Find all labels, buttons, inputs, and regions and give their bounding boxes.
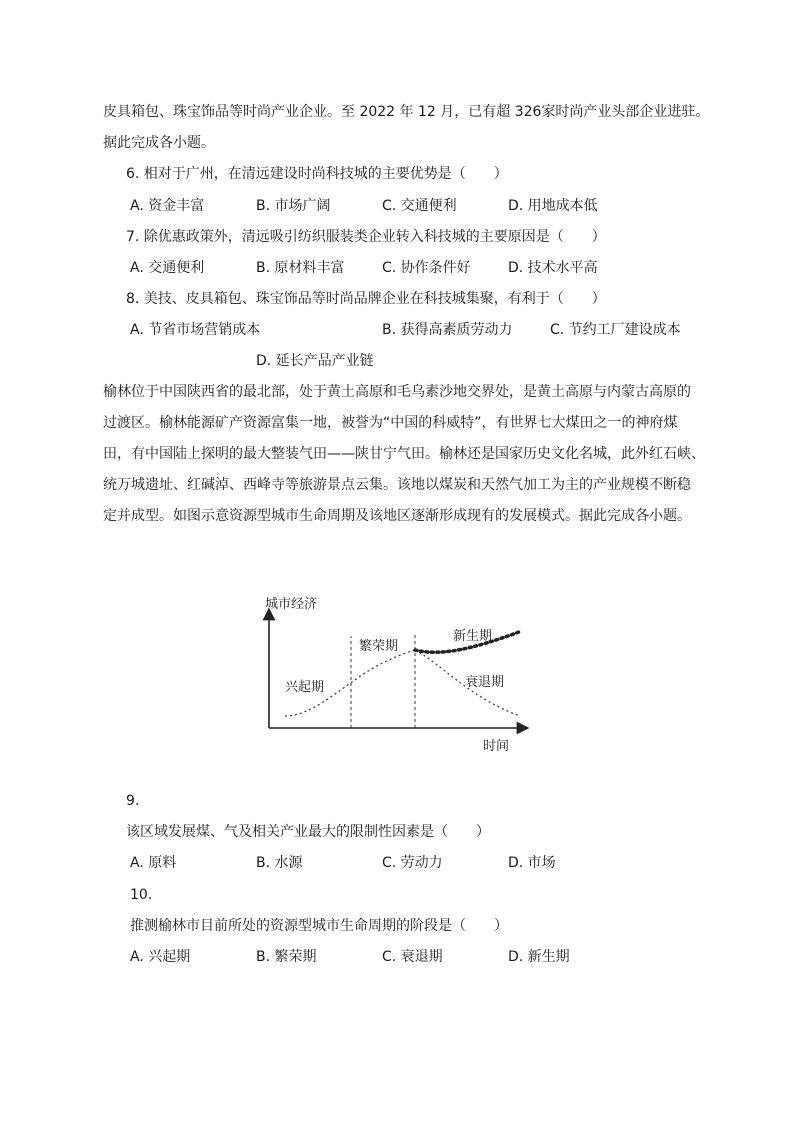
q6-option-a: A. 资金丰富	[130, 198, 205, 214]
question-6-stem: 6. 相对于广州，在清远建设时尚科技城的主要优势是（ ）	[126, 166, 508, 182]
q10-option-a: A. 兴起期	[130, 949, 191, 965]
question-10-stem: 推测榆林市目前所处的资源型城市生命周期的阶段是（ ）	[130, 918, 508, 934]
y-axis-label: 城市经济	[265, 597, 318, 612]
q8-option-b: B. 获得高素质劳动力	[382, 322, 513, 338]
q8-option-d: D. 延长产品产业链	[256, 353, 374, 369]
question-10-number: 10.	[130, 887, 153, 903]
passage-line-2: 过渡区。榆林能源矿产资源富集一地，被誉为“中国的科威特”，有世界七大煤田之一的神府煤	[103, 415, 678, 431]
city-life-cycle-figure	[255, 588, 540, 760]
question-9-number: 9.	[126, 793, 140, 809]
question-8-stem: 8. 美技、皮具箱包、珠宝饰品等时尚品牌企业在科技城集聚，有利于（ ）	[126, 291, 606, 307]
stage-label-decline: 衰退期	[465, 675, 505, 690]
intro-line-2: 据此完成各小题。	[103, 135, 215, 151]
q6-option-b: B. 市场广阔	[256, 198, 331, 214]
stage-label-boom: 繁荣期	[359, 639, 399, 654]
passage-line-3: 田，有中国陆上探明的最大整装气田——陕甘宁气田。榆林还是国家历史文化名城，此外红石峡、	[103, 446, 705, 462]
q8-option-c: C. 节约工厂建设成本	[550, 322, 681, 338]
q7-option-b: B. 原材料丰富	[256, 260, 345, 276]
q10-option-c: C. 衰退期	[382, 949, 443, 965]
q9-option-b: B. 水源	[256, 855, 303, 871]
question-7-stem: 7. 除优惠政策外，清远吸引纺织服装类企业转入科技城的主要原因是（ ）	[126, 229, 606, 245]
question-9-stem: 该区域发展煤、气及相关产业最大的限制性因素是（ ）	[126, 824, 490, 840]
q10-option-d: D. 新生期	[508, 949, 570, 965]
passage-line-1: 榆林位于中国陕西省的最北部，处于黄土高原和毛乌素沙地交界处，是黄土高原与内蒙古高原的	[103, 384, 691, 400]
stage-label-rebirth: 新生期	[453, 629, 493, 644]
q10-option-b: B. 繁荣期	[256, 949, 317, 965]
passage-line-4: 统万城遗址、红碱淖、西峰寺等旅游景点云集。该地以煤炭和天然气加工为主的产业规模不断稳	[103, 477, 691, 493]
q6-option-d: D. 用地成本低	[508, 198, 598, 214]
passage-line-5: 定并成型。如图示意资源型城市生命周期及该地区逐渐形成现有的发展模式。据此完成各小题。	[103, 508, 691, 524]
x-axis-label: 时间	[483, 739, 510, 754]
q7-option-a: A. 交通便利	[130, 260, 205, 276]
q9-option-a: A. 原料	[130, 855, 177, 871]
q6-option-c: C. 交通便利	[382, 198, 457, 214]
intro-line-1: 皮具箱包、珠宝饰品等时尚产业企业。至 2022 年 12 月，已有超 326家时尚产业头部企业进驻。	[103, 104, 710, 120]
q7-option-d: D. 技术水平高	[508, 260, 598, 276]
q8-option-a: A. 节省市场营销成本	[130, 322, 261, 338]
q9-option-c: C. 劳动力	[382, 855, 443, 871]
stage-label-rise: 兴起期	[285, 680, 325, 695]
q7-option-c: C. 协作条件好	[382, 260, 471, 276]
q9-option-d: D. 市场	[508, 855, 556, 871]
